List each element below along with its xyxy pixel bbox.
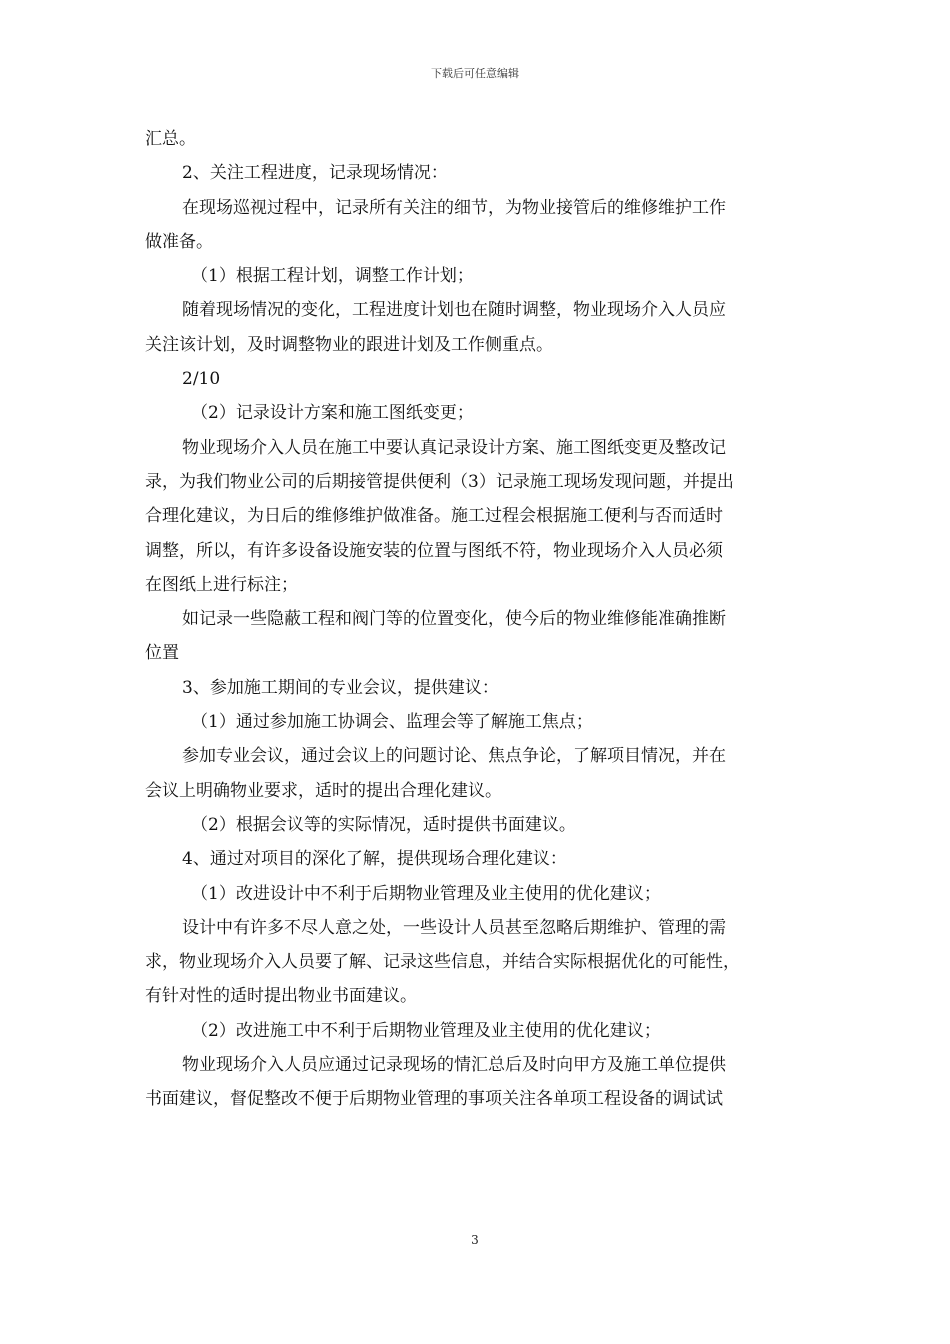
text-line: 参加专业会议，通过会议上的问题讨论、焦点争论，了解项目情况，并在 bbox=[182, 746, 726, 767]
text-line: 设计中有许多不尽人意之处，一些设计人员甚至忽略后期维护、管理的需 bbox=[182, 917, 726, 938]
text-line: 随着现场情况的变化，工程进度计划也在随时调整，物业现场介入人员应 bbox=[182, 300, 726, 321]
text-line: 如记录一些隐蔽工程和阀门等的位置变化，使今后的物业维修能准确推断 bbox=[182, 609, 726, 630]
text-line: 求，物业现场介入人员要了解、记录这些信息，并结合实际根据优化的可能性， bbox=[145, 952, 740, 973]
text-line: 物业现场介入人员在施工中要认真记录设计方案、施工图纸变更及整改记 bbox=[182, 437, 726, 458]
page-header: 下载后可任意编辑 bbox=[431, 67, 519, 80]
text-line: 会议上明确物业要求，适时的提出合理化建议。 bbox=[145, 780, 502, 801]
subsection-heading: （1）改进设计中不利于后期物业管理及业主使用的优化建议； bbox=[191, 883, 661, 904]
text-line: 有针对性的适时提出物业书面建议。 bbox=[145, 986, 417, 1007]
page-number: 3 bbox=[471, 1233, 479, 1247]
text-line: 位置 bbox=[145, 643, 179, 664]
section-heading: 4、通过对项目的深化了解，提供现场合理化建议： bbox=[182, 849, 567, 870]
subsection-heading: （1）通过参加施工协调会、监理会等了解施工焦点； bbox=[191, 712, 593, 733]
text-line: 调整，所以，有许多设备设施安装的位置与图纸不符，物业现场介入人员必须 bbox=[145, 540, 723, 561]
subsection-heading: （1）根据工程计划，调整工作计划； bbox=[191, 266, 474, 287]
document-body bbox=[145, 122, 817, 1117]
subsection-heading: （2）根据会议等的实际情况，适时提供书面建议。 bbox=[191, 814, 576, 835]
text-line: 关注该计划，及时调整物业的跟进计划及工作侧重点。 bbox=[145, 334, 553, 355]
text-line: 录，为我们物业公司的后期接管提供便利（3）记录施工现场发现问题，并提出 bbox=[145, 471, 734, 492]
page-marker: 2/10 bbox=[182, 369, 221, 390]
text-line: 物业现场介入人员应通过记录现场的情汇总后及时向甲方及施工单位提供 bbox=[182, 1055, 726, 1076]
subsection-heading: （2）改进施工中不利于后期物业管理及业主使用的优化建议； bbox=[191, 1020, 661, 1041]
text-line: 书面建议，督促整改不便于后期物业管理的事项关注各单项工程设备的调试试 bbox=[145, 1089, 723, 1110]
text-line: 在图纸上进行标注； bbox=[145, 574, 298, 595]
text-line: 汇总。 bbox=[145, 129, 196, 149]
section-heading: 2、关注工程进度，记录现场情况： bbox=[182, 163, 448, 184]
subsection-heading: （2）记录设计方案和施工图纸变更； bbox=[191, 403, 474, 424]
section-heading: 3、参加施工期间的专业会议，提供建议： bbox=[182, 677, 499, 698]
text-line: 合理化建议，为日后的维修维护做准备。施工过程会根据施工便利与否而适时 bbox=[145, 506, 723, 527]
text-line: 做准备。 bbox=[145, 231, 213, 252]
text-line: 在现场巡视过程中，记录所有关注的细节，为物业接管后的维修维护工作 bbox=[182, 197, 726, 218]
